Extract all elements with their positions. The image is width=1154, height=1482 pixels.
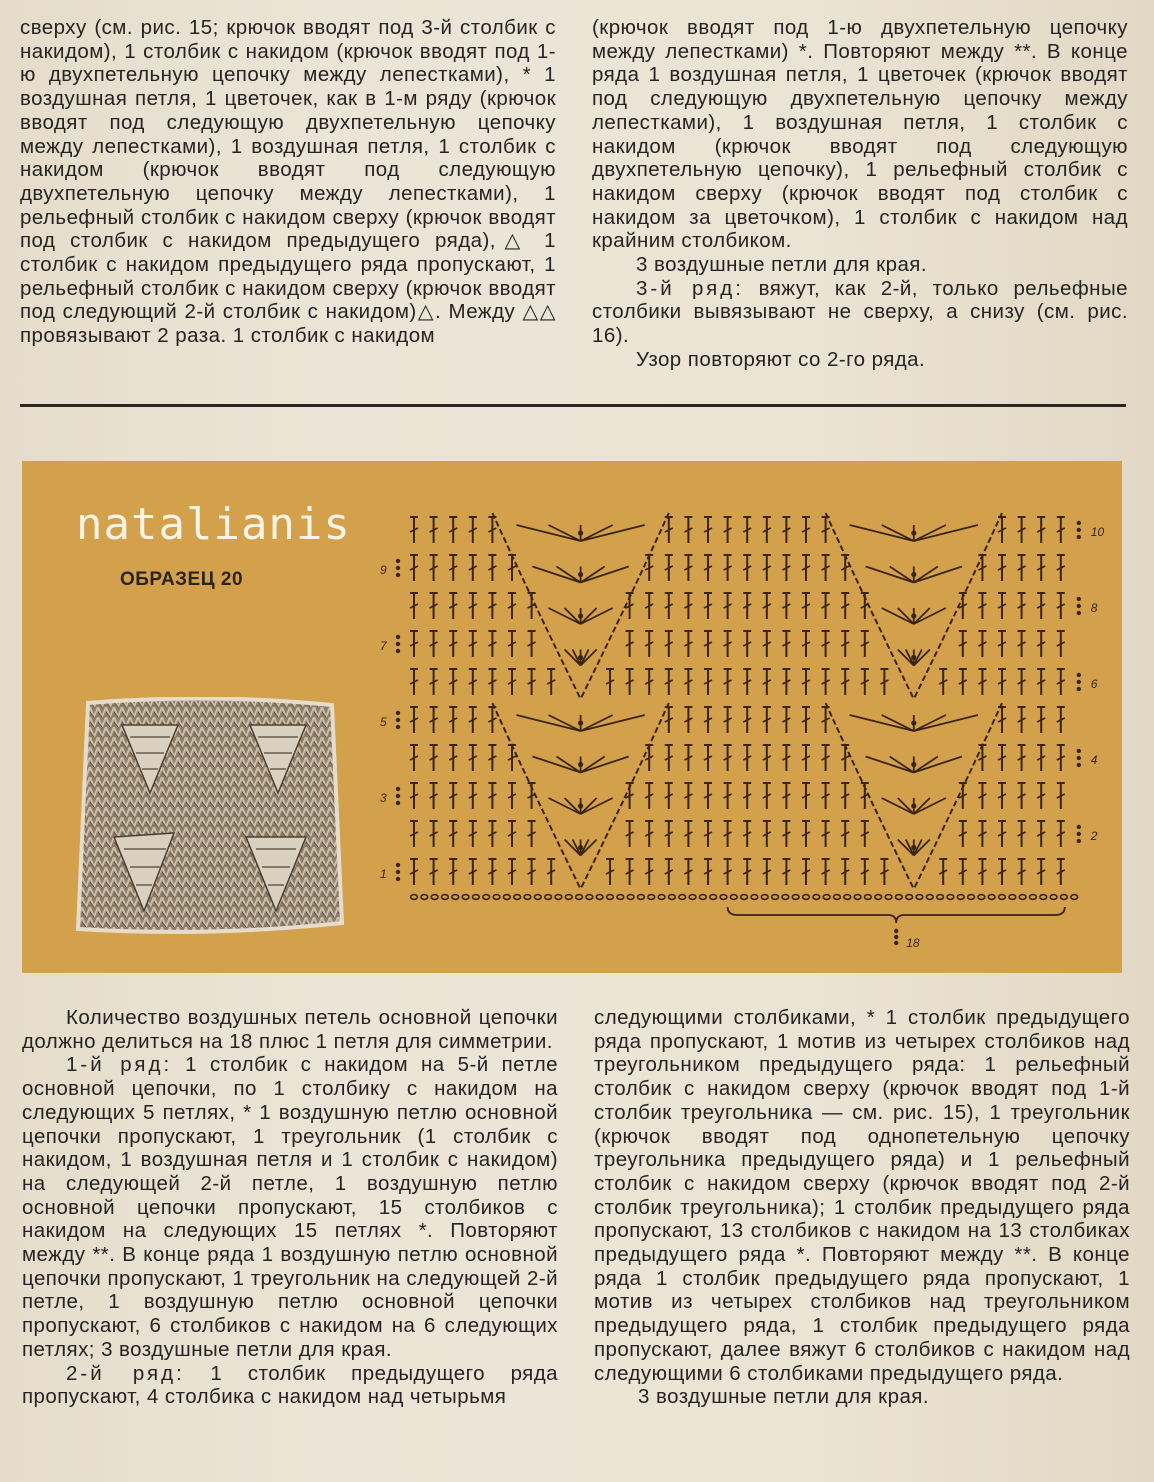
foundation-chain [617,895,624,900]
paragraph [592,277,1128,348]
row-number-right: 4 [1090,753,1098,767]
foundation-chain [885,895,892,900]
paragraph: 3 воздушные петли для края. [636,253,927,277]
paragraph: сверху (см. рис. 15; крючок вводят под 3-й столбик с накидом), 1 столбик с накидом (крючок вводят под 1-ю двухпетельную цепочку между лепестками), * 1 воздушная петля, 1 цветочек, как в 1-м ряду (крючок вводят под следующую двухпетельную цепочку между лепестками), 1 воздушная петля, 1 столбик с накидом (крючок вводят под следующую двухпетельную цепочку между лепестками), 1 рельефный столбик с накидом сверху (крючок вводят под столбик с накидом предыдущего ряда),△ 1 столбик с накидом предыдущего ряда пропускают, 1 рельефный столбик с накидом сверху (крючок вводят под следующий 2-й столбик с накидом)△. Между △△ провязывают 2 раза. 1 столбик с накидом [20,16,556,348]
figure-panel [22,461,1122,973]
row-text: 1 столбик с накидом на 5-й петле основной цепочки, по 1 столбику с накидом на следующих 5 петлях, * 1 воздушную петлю основной цепочки пропускают, 1 треугольник (1 столбик с накидом, 1 воздушная петля и 1 столбик с накидом) на следующей 2-й петле, 1 воздушную петлю основной цепочки пропускают, 15 столбиков с накидом на следующих 15 петлях *. Повторяют между **. В конце ряда 1 воздушную петлю основной цепочки пропускают, 1 треугольник на следующей 2-й петле, 1 воздушную петлю основной цепочки пропускают, 6 столбиков с накидом на 6 следующих петлях; 3 воздушные петли для края. [22,1053,558,1361]
chain-dot [578,803,583,808]
foundation-chain [421,895,428,900]
foundation-chain [596,895,603,900]
repeat-chain-dot [894,941,898,945]
fan-stitch [516,525,580,541]
chain-dot [578,613,583,618]
chain-dot [911,803,916,808]
edge-chain-dot [396,711,400,715]
foundation-chain [751,895,758,900]
foundation-chain [472,895,479,900]
edge-chain-dot [396,794,400,798]
foundation-chain [483,895,490,900]
edge-chain-dot [1077,528,1081,532]
foundation-chain [1071,895,1078,900]
paragraph [22,1053,558,1361]
edge-chain-dot [1077,839,1081,843]
fan-stitch [914,567,962,583]
foundation-chain [1050,895,1057,900]
row-number-right: 6 [1090,677,1098,691]
foundation-chain [710,895,717,900]
text-column-bottom-right [594,1006,1130,1409]
fan-stitch [581,757,629,773]
foundation-chain [555,895,562,900]
foundation-chain [1009,895,1016,900]
edge-chain-dot [396,801,400,805]
fan-stitch [866,757,914,773]
watermark: natalianis [76,499,351,550]
fan-stitch [890,757,914,773]
edge-chain-dot [396,649,400,653]
fan-stitch [914,715,946,731]
edge-chain-dot [1077,680,1081,684]
edge-chain-dot [396,559,400,563]
foundation-chain [782,895,789,900]
fan-stitch [549,715,581,731]
fan-stitch [581,567,629,583]
edge-chain-dot [1077,756,1081,760]
knitted-sample-photo [74,697,346,941]
motif-edge [492,703,580,889]
fan-stitch [914,757,962,773]
chain-dot [578,655,583,660]
crochet-chart [374,505,1114,965]
fan-stitch [882,715,914,731]
foundation-chain [978,895,985,900]
fan-stitch [581,567,605,583]
fan-stitch [532,757,580,773]
edge-chain-dot [396,718,400,722]
foundation-chain [658,895,665,900]
edge-chain-dot [1077,673,1081,677]
fan-stitch [581,525,613,541]
foundation-chain [462,895,469,900]
text-column-top-left [20,16,556,348]
row-number-left: 5 [380,715,387,729]
edge-chain-dot [1077,611,1081,615]
paragraph: Количество воздушных петель основной цепочки должно делиться на 18 плюс 1 петля для симметрии. [22,1006,558,1053]
foundation-chain [431,895,438,900]
foundation-chain [906,895,913,900]
chain-dot [911,720,916,725]
foundation-chain [699,895,706,900]
foundation-chain [1030,895,1037,900]
fan-stitch [866,567,914,583]
foundation-chain [565,895,572,900]
fan-stitch [581,715,613,731]
text-column-top-right [592,16,1128,372]
foundation-chain [493,895,500,900]
repeat-chain-dot [894,929,898,933]
foundation-chain [947,895,954,900]
edge-chain-dot [396,863,400,867]
foundation-chain [803,895,810,900]
fan-stitch [914,798,946,814]
motif-edge [492,513,580,699]
chain-dot [578,845,583,850]
chain-dot [578,530,583,535]
chain-dot [911,613,916,618]
row-number-right: 10 [1090,525,1105,539]
fan-stitch [914,525,946,541]
motif-edge [826,703,914,889]
motif-edge [914,513,1002,699]
row-text: вяжут, как 2-й, только рельефные столбики вывязывают не сверху, а снизу (см. рис. 16). [592,276,1128,348]
edge-chain-dot [1077,832,1081,836]
foundation-chain [730,895,737,900]
edge-chain-dot [396,642,400,646]
foundation-chain [834,895,841,900]
repeat-chain-dot [894,935,898,939]
foundation-chain [864,895,871,900]
foundation-chain [854,895,861,900]
row-number-left: 3 [380,791,387,805]
foundation-chain [679,895,686,900]
row-number-left: 1 [380,867,387,881]
foundation-chain [514,895,521,900]
fan-stitch [914,608,946,624]
row-number-right: 8 [1090,601,1098,615]
edge-chain-dot [1077,535,1081,539]
repeat-brace [728,907,1065,923]
fan-stitch [549,798,581,814]
chain-dot [911,845,916,850]
fan-stitch [914,525,978,541]
row-label: 2-й ряд: [66,1361,185,1385]
fan-stitch [914,567,938,583]
edge-chain-dot [1077,749,1081,753]
motif-edge [581,513,669,699]
foundation-chain [926,895,933,900]
foundation-chain [823,895,830,900]
foundation-chain [648,895,655,900]
foundation-chain [689,895,696,900]
fan-stitch [882,798,914,814]
foundation-chain [524,895,531,900]
edge-chain-dot [396,870,400,874]
chain-dot [578,762,583,767]
foundation-chain [1060,895,1067,900]
foundation-chain [999,895,1006,900]
sample-title: ОБРАЗЕЦ 20 [120,569,244,590]
edge-chain-dot [1077,825,1081,829]
foundation-chain [792,895,799,900]
foundation-chain [720,895,727,900]
foundation-chain [957,895,964,900]
edge-chain-dot [396,573,400,577]
chain-dot [911,530,916,535]
edge-chain-dot [1077,521,1081,525]
fan-stitch [549,608,581,624]
fan-stitch [532,567,580,583]
motif-edge [826,513,914,699]
paragraph: Узор повторяют со 2-го ряда. [636,347,926,371]
foundation-chain [442,895,449,900]
edge-chain-dot [1077,687,1081,691]
foundation-chain [411,895,418,900]
fan-stitch [581,715,645,731]
edge-chain-dot [1077,763,1081,767]
foundation-chain [452,895,459,900]
paragraph: следующими столбиками, * 1 столбик предыдущего ряда пропускают, 1 мотив из четырех столбиков над треугольником предыдущего ряда: 1 рельефный столбик с накидом сверху (крючок вводят под 1-й столбик треугольника — см. рис. 15), 1 треугольник (крючок вводят под однопетельную цепочку треугольника предыдущего ряда) и 1 рельефный столбик с накидом сверху (крючок вводят под 2-й столбик треугольника); 1 столбик предыдущего ряда пропускают, 13 столбиков с накидом на 13 столбиках предыдущего ряда *. Повторяют между **. В конце ряда 1 столбик предыдущего ряда пропускают, 1 мотив из четырех столбиков над треугольником предыдущего ряда, 1 столбик предыдущего ряда пропускают, далее вяжут 6 столбиков с накидом над следующими 6 столбиками предыдущего ряда. [594,1006,1130,1385]
row-label: 1-й ряд: [66,1053,173,1077]
foundation-chain [813,895,820,900]
chain-dot [911,762,916,767]
edge-chain-dot [396,877,400,881]
fan-stitch [882,525,914,541]
foundation-chain [937,895,944,900]
fan-stitch [882,608,914,624]
fan-stitch [581,798,613,814]
foundation-chain [968,895,975,900]
fan-stitch [914,757,938,773]
foundation-chain [875,895,882,900]
row-number-left: 9 [380,563,387,577]
foundation-chain [607,895,614,900]
foundation-chain [638,895,645,900]
row-number-left: 7 [380,639,387,653]
foundation-chain [761,895,768,900]
row-number-right: 2 [1090,829,1098,843]
chain-dot [911,572,916,577]
edge-chain-dot [1077,597,1081,601]
fan-stitch [557,567,581,583]
paragraph: (крючок вводят под 1-ю двухпетельную цепочку между лепестками) *. Повторяют между **. В конце ряда 1 воздушная петля, 1 цветочек (крючок вводят под следующую двухпетельную цепочку между лепестками), 1 воздушная петля, 1 столбик с накидом (крючок вводят под следующую двухпетельную цепочку), 1 рельефный столбик с накидом сверху (крючок вводят под столбик с накидом за цветочком), 1 столбик с накидом над крайним столбиком. [592,16,1128,253]
edge-chain-dot [1077,604,1081,608]
foundation-chain [741,895,748,900]
foundation-chain [627,895,634,900]
foundation-chain [844,895,851,900]
foundation-chain [1019,895,1026,900]
section-divider [20,404,1126,407]
motif-edge [914,703,1002,889]
row-text: 1 столбик предыдущего ряда пропускают, 4 столбика с накидом над четырьмя [22,1361,558,1409]
foundation-chain [576,895,583,900]
fan-stitch [549,525,581,541]
chain-dot [911,655,916,660]
repeat-label: 18 [906,936,920,950]
foundation-chain [534,895,541,900]
motif-edge [581,703,669,889]
foundation-chain [916,895,923,900]
edge-chain-dot [396,787,400,791]
foundation-chain [503,895,510,900]
fan-stitch [581,525,645,541]
foundation-chain [772,895,779,900]
fan-stitch [850,715,914,731]
foundation-chain [988,895,995,900]
row-label: 3-й ряд: [636,276,744,300]
chain-dot [578,572,583,577]
chain-dot [578,720,583,725]
edge-chain-dot [396,725,400,729]
foundation-chain [586,895,593,900]
fan-stitch [581,608,613,624]
paragraph: 3 воздушные петли для края. [638,1385,929,1409]
foundation-chain [668,895,675,900]
foundation-chain [1040,895,1047,900]
fan-stitch [516,715,580,731]
foundation-chain [895,895,902,900]
fan-stitch [557,757,581,773]
foundation-chain [545,895,552,900]
text-column-bottom-left [22,1006,558,1409]
edge-chain-dot [396,635,400,639]
fan-stitch [581,757,605,773]
fan-stitch [914,715,978,731]
fan-stitch [850,525,914,541]
fan-stitch [890,567,914,583]
paragraph [22,1362,558,1409]
edge-chain-dot [396,566,400,570]
